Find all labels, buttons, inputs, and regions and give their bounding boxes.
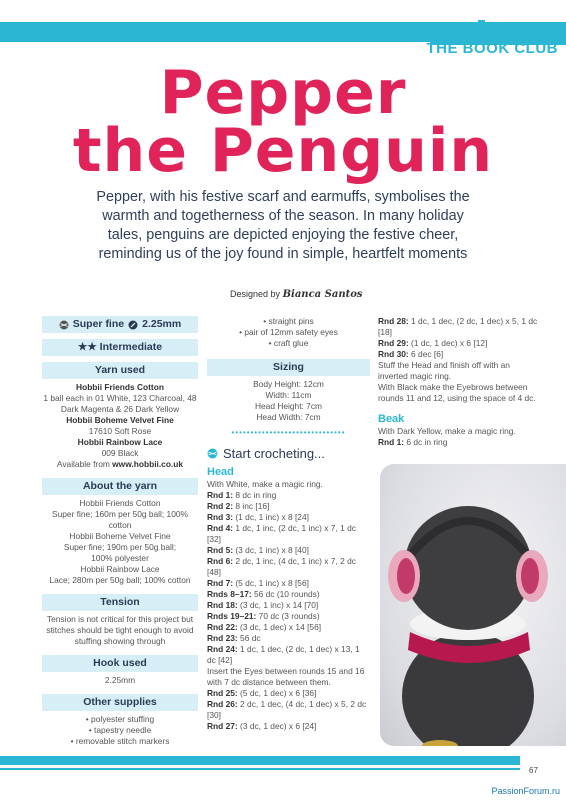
about-line: Super fine; 160m per 50g ball; 100% cotton [52, 509, 188, 530]
hook-used-text: 2.25mm [104, 675, 136, 685]
yarn-used-heading: Yarn used [42, 362, 198, 379]
supply-item: • removable stitch markers [70, 736, 170, 746]
pattern-row: Rnd 6: 2 dc, 1 inc, (4 dc, 1 inc) x 7, 2 dc [48] [207, 556, 356, 577]
sizing-line: Width: 11cm [265, 390, 312, 400]
pattern-row: Rnd 23: 56 dc [207, 633, 261, 643]
yarn-availability [42, 459, 198, 470]
yarn-ball-icon [207, 448, 218, 459]
book-club-label: THE BOOK CLUB [426, 40, 558, 57]
watermark: PassionForum.ru [491, 786, 560, 796]
penguin-photo [380, 464, 566, 746]
bottom-bar [0, 756, 520, 765]
yarn-brand-2-colors: 17610 Soft Rose [88, 426, 152, 436]
pattern-row: Rnds 8–17: 56 dc (10 rounds) [207, 589, 320, 599]
pattern-row: Rnd 2: 8 inc [16] [207, 501, 270, 511]
availability-site: www.hobbii.co.uk [112, 459, 184, 469]
head-title: Head [207, 466, 234, 478]
yarn-brand-2: Hobbii Boheme Velvet Fine [66, 415, 174, 425]
column-3 [378, 316, 538, 448]
finish-note: Stuff the Head and finish off with an inverted magic ring. [378, 360, 510, 381]
yarn-weight-bar [42, 316, 198, 333]
availability-prefix: Available from [56, 459, 110, 469]
hook-size: 2.25mm [142, 318, 182, 330]
about-line: Lace; 280m per 50g ball; 100% cotton [49, 575, 191, 585]
column-1 [42, 316, 198, 747]
pattern-row: Rnd 27: (3 dc, 1 dec) x 6 [24] [207, 721, 317, 731]
level-bar [42, 339, 198, 356]
pattern-row: Rnd 1: 8 dc in ring [207, 490, 277, 500]
about-line: Hobbii Rainbow Lace [80, 564, 160, 574]
page-number: 67 [529, 766, 538, 775]
penguin-image [380, 464, 566, 746]
pattern-row: Rnds 19–21: 70 dc (3 rounds) [207, 611, 320, 621]
pattern-row: Rnd 5: (3 dc, 1 inc) x 8 [40] [207, 545, 309, 555]
about-line: Super fine; 190m per 50g ball; [63, 542, 177, 552]
head-intro: With White, make a magic ring. [207, 479, 323, 489]
dotted-divider: •••••••••••••••••••••••••••••• [231, 428, 346, 437]
designer-credit [230, 289, 363, 300]
beak-title: Beak [378, 413, 405, 425]
supply-item: • polyester stuffing [85, 714, 155, 724]
yarn-weight: Super fine [72, 318, 125, 330]
page-title [0, 58, 566, 186]
designer-name: Bianca Santos [282, 289, 363, 300]
intro-text: Pepper, with his festive scarf and earmuffs, symbolises the warmth and togetherness of the season. In many holiday tales, penguins are depicted enjoying the festive cheer, reminding us of the joy found in simple, heartfelt moments [96, 189, 470, 262]
yarn-brand-3: Hobbii Rainbow Lace [77, 437, 163, 447]
title-line-1: Pepper [159, 58, 407, 128]
yarn-brand-1: Hobbii Friends Cotton [76, 382, 164, 392]
yarn-brand-3-colors: 009 Black [101, 448, 139, 458]
supply-item: • straight pins [263, 316, 314, 326]
level-stars: ★★ [77, 341, 97, 353]
tension-text: Tension is not critical for this project but stitches should be tight enough to avoid stuffing showing through [46, 614, 194, 646]
about-yarn-heading: About the yarn [42, 478, 198, 495]
sizing-line: Head Width: 7cm [256, 412, 321, 422]
pattern-row: Rnd 24: 1 dc, 1 dec, (2 dc, 1 dec) x 13, 1 dc [42] [207, 644, 360, 665]
title-line-2: the Penguin [72, 116, 494, 186]
hook-used-heading: Hook used [42, 655, 198, 672]
eyebrows-note: With Black make the Eyebrows between rounds 11 and 12, using the space of 4 dc. [378, 382, 536, 403]
sizing-heading: Sizing [207, 359, 370, 376]
level-label: Intermediate [99, 341, 163, 353]
pattern-row: Rnd 3: (1 dc, 1 inc) x 8 [24] [207, 512, 309, 522]
start-crocheting [207, 448, 370, 459]
hook-icon [128, 320, 138, 330]
pattern-row: Rnd 4: 1 dc, 1 inc, (2 dc, 1 inc) x 7, 1 dc [32] [207, 523, 356, 544]
pattern-row: Rnd 22: (3 dc, 1 dec) x 14 [56] [207, 622, 322, 632]
other-supplies-heading: Other supplies [42, 694, 198, 711]
yarn-ball-icon [59, 320, 69, 330]
start-crocheting-text: Start crocheting... [223, 446, 325, 461]
beak-intro: With Dark Yellow, make a magic ring. [378, 426, 516, 436]
pattern-row: Rnd 7: (5 dc, 1 inc) x 8 [56] [207, 578, 309, 588]
pattern-row: Rnd 25: (5 dc, 1 dec) x 6 [36] [207, 688, 317, 698]
about-line: 100% polyester [91, 553, 149, 563]
about-line: Hobbii Boheme Velvet Fine [69, 531, 171, 541]
bottom-line [0, 768, 520, 770]
supply-item: • pair of 12mm safety eyes [239, 327, 338, 337]
supply-item: • tapestry needle [88, 725, 152, 735]
sizing-line: Head Height: 7cm [254, 401, 323, 411]
column-2 [207, 316, 370, 732]
pattern-row: Rnd 26: 2 dc, 1 dec, (4 dc, 1 dec) x 5, 2 dc [30] [207, 699, 367, 720]
eyes-note: Insert the Eyes between rounds 15 and 16 with 7 dc distance between them. [207, 666, 365, 687]
tension-heading: Tension [42, 594, 198, 611]
yarn-brand-1-colors: 1 ball each in 01 White, 123 Charcoal, 48 Dark Magenta & 26 Dark Yellow [43, 393, 197, 414]
pattern-row: Rnd 29: (1 dc, 1 dec) x 6 [12] [378, 338, 488, 348]
designer-prefix: Designed by [230, 289, 281, 299]
about-line: Hobbii Friends Cotton [79, 498, 161, 508]
sizing-line: Body Height: 12cm [253, 379, 324, 389]
pattern-row: Rnd 30: 6 dec [6] [378, 349, 444, 359]
supply-item: • craft glue [268, 338, 309, 348]
pattern-row: Rnd 28: 1 dc, 1 dec, (2 dc, 1 dec) x 5, 1 dc [18] [378, 316, 538, 337]
pattern-row: Rnd 1: 6 dc in ring [378, 437, 448, 447]
pattern-row: Rnd 18: (3 dc, 1 inc) x 14 [70] [207, 600, 319, 610]
